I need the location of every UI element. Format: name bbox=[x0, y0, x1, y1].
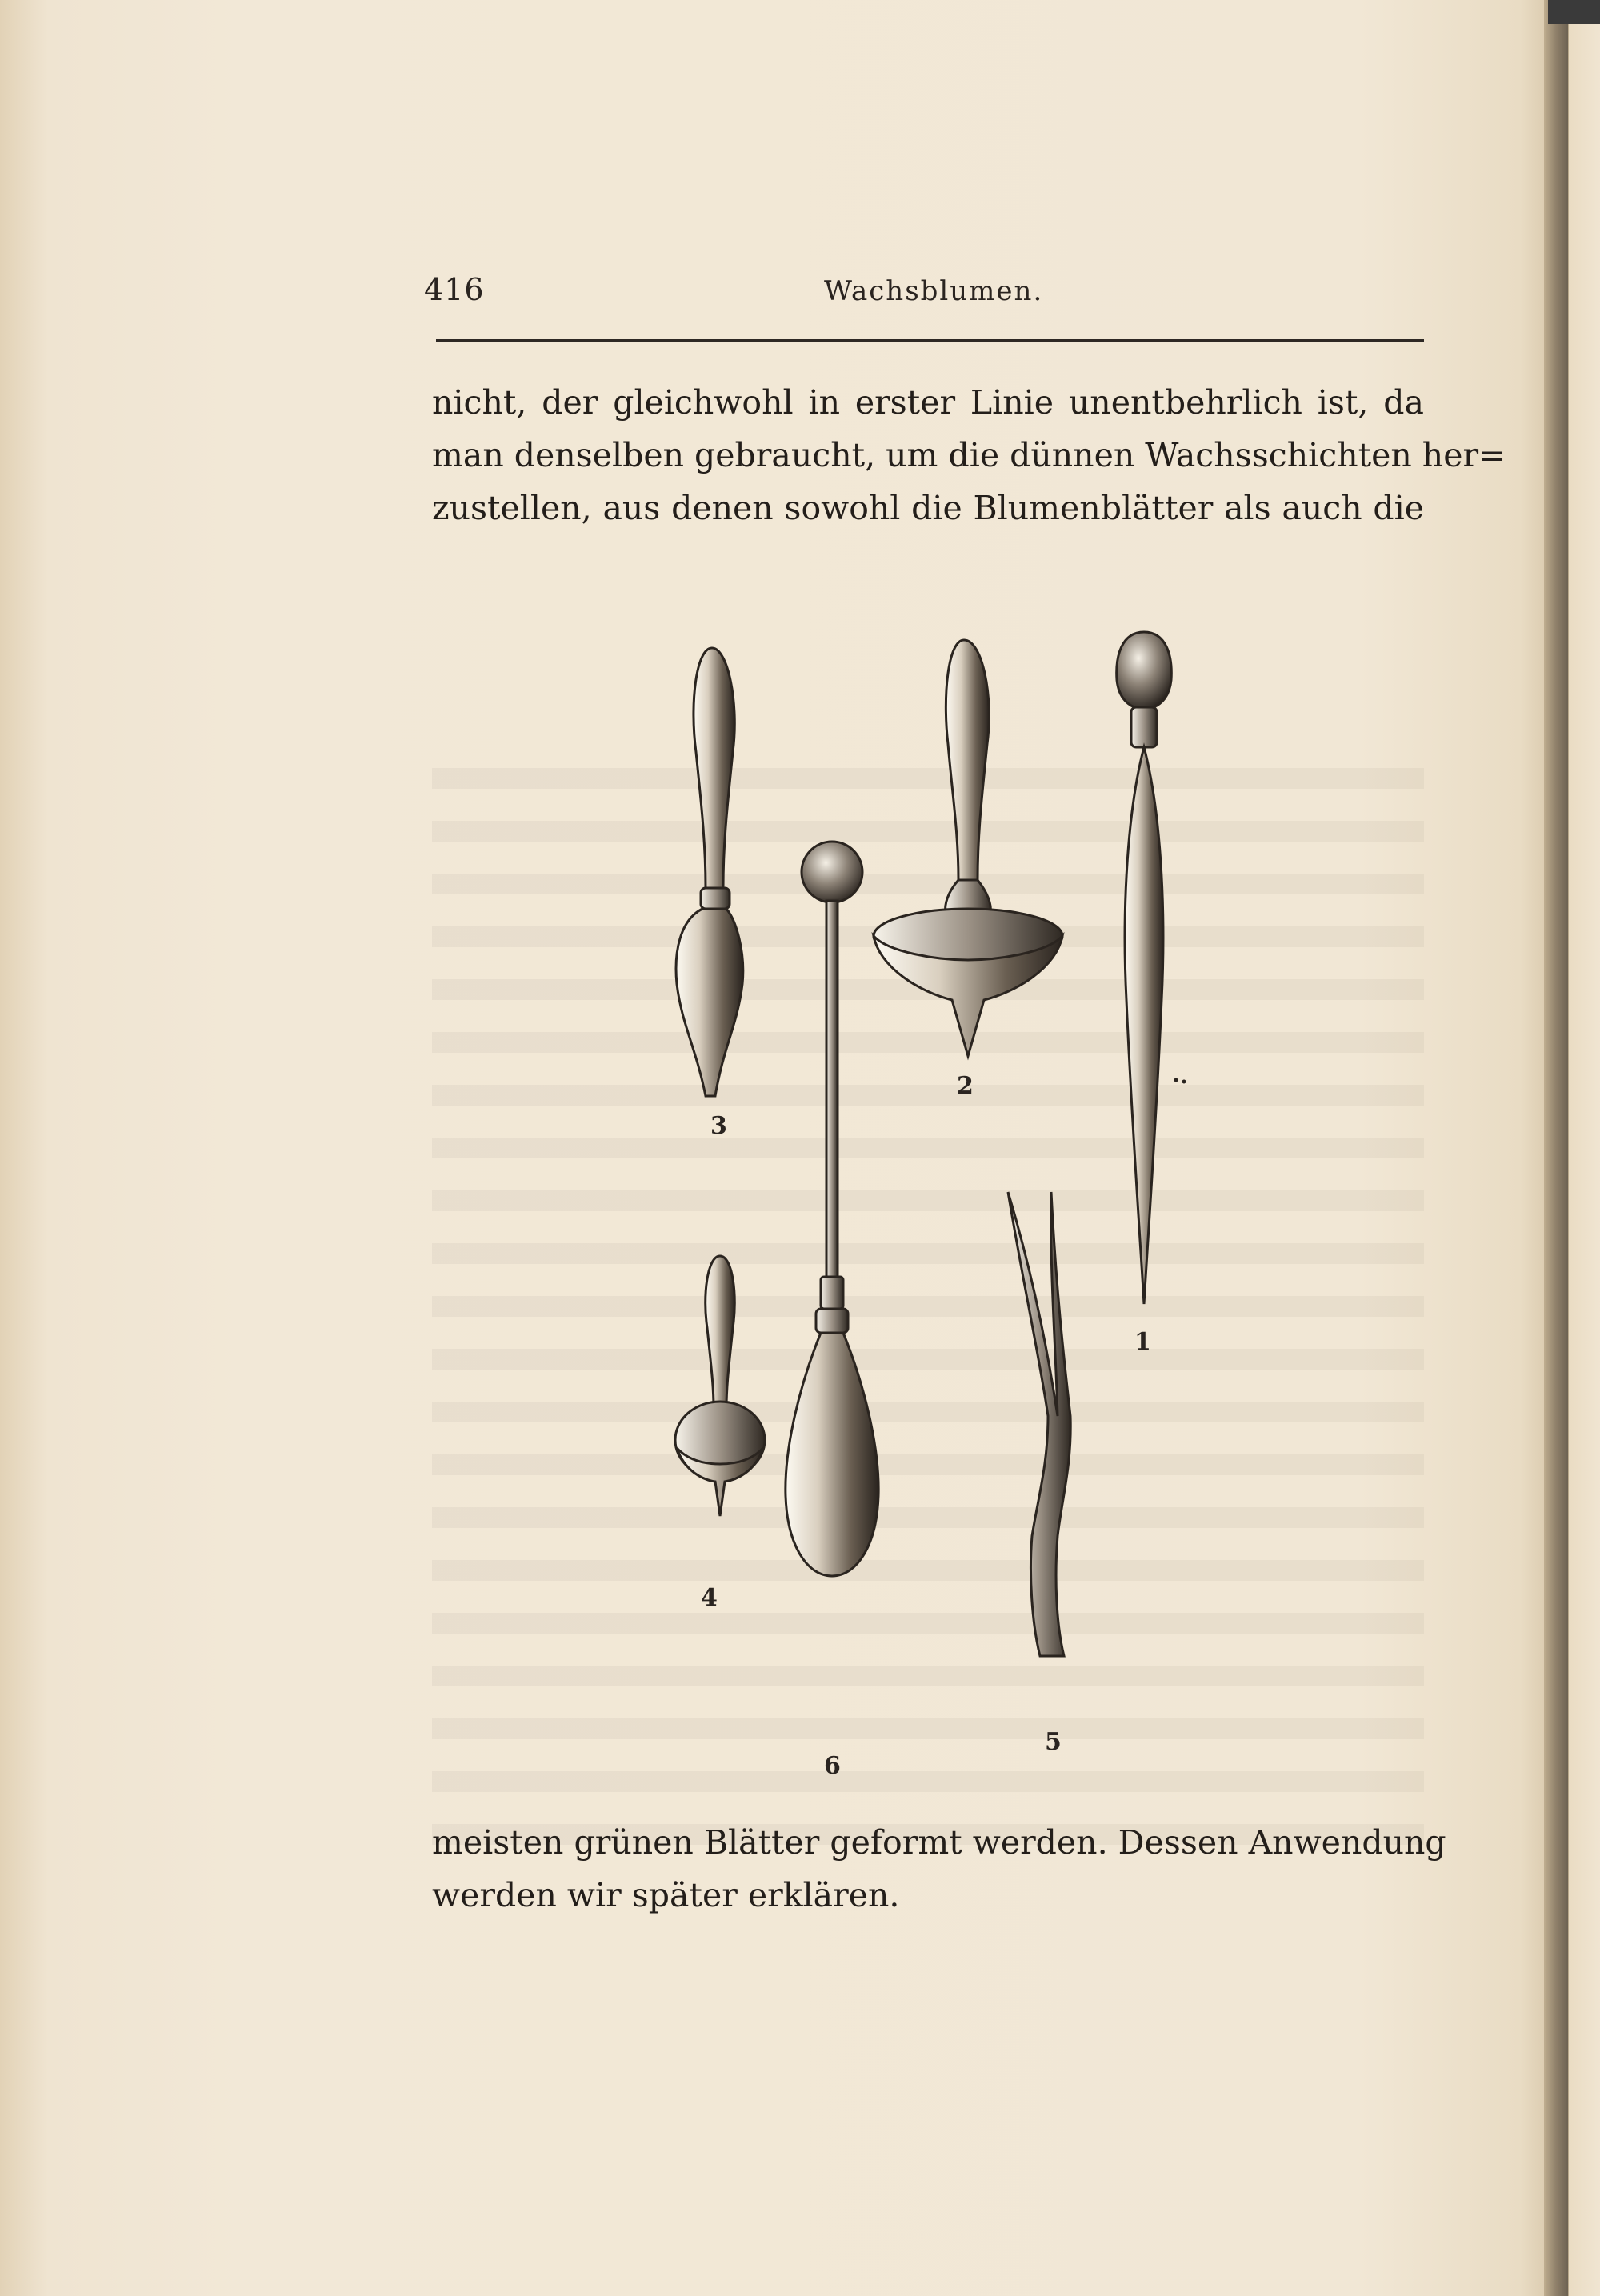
tool-6-ball-tool bbox=[786, 842, 878, 1576]
text-line: werden wir später erklären. bbox=[432, 1876, 900, 1914]
header-rule bbox=[436, 339, 1424, 342]
tool-5-tweezers bbox=[1008, 1192, 1070, 1656]
text-line: man denselben gebraucht, um die dünnen Wachsschichten her= bbox=[432, 436, 1506, 474]
page-header bbox=[424, 272, 1424, 320]
body-text-bottom bbox=[432, 1816, 1446, 1922]
figure-label-1: 1 bbox=[1134, 1328, 1151, 1356]
figure-label-3: 3 bbox=[710, 1112, 727, 1140]
page-number: 416 bbox=[424, 272, 485, 307]
engraving-mark bbox=[1182, 1080, 1186, 1084]
tool-4-small-cupping-tool bbox=[675, 1256, 765, 1516]
text-line: meisten grünen Blätter geformt werden. Dessen Anwendung bbox=[432, 1823, 1446, 1862]
figure-label-4: 4 bbox=[701, 1584, 718, 1612]
scan-background-corner bbox=[1548, 0, 1600, 24]
engraving-mark bbox=[1174, 1078, 1178, 1082]
book-spine bbox=[1544, 0, 1568, 2296]
running-title: Wachsblumen. bbox=[824, 275, 1044, 307]
tool-2-cupping-tool bbox=[874, 640, 1062, 1056]
tool-1-spindle-tool bbox=[1117, 632, 1172, 1304]
tool-3-modelling-stick bbox=[676, 648, 743, 1096]
text-line: nicht, der gleichwohl in erster Linie unentbehrlich ist, da bbox=[432, 383, 1424, 422]
figure-label-5: 5 bbox=[1045, 1728, 1062, 1756]
tools-illustration bbox=[632, 616, 1240, 1800]
engraving-svg bbox=[632, 616, 1240, 1800]
figure-label-6: 6 bbox=[824, 1752, 841, 1780]
figure-label-2: 2 bbox=[957, 1072, 974, 1100]
body-text-top bbox=[432, 376, 1506, 534]
facing-page-edge bbox=[1568, 24, 1600, 2296]
text-line: zustellen, aus denen sowohl die Blumenblätter als auch die bbox=[432, 489, 1424, 527]
